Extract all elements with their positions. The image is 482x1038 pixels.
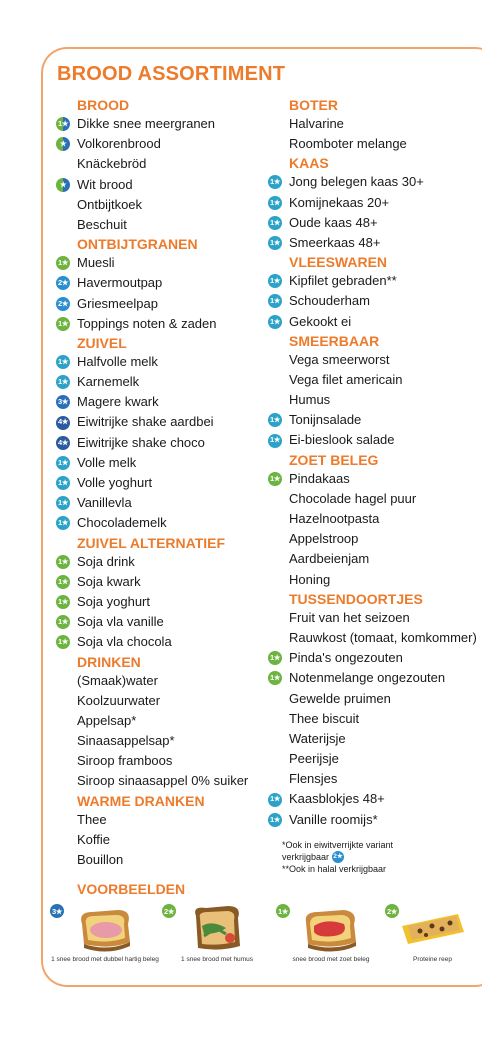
badge-spacer	[268, 373, 282, 387]
example-item	[276, 904, 386, 964]
page-title: BROOD ASSORTIMENT	[57, 63, 286, 85]
star-badge-icon: 1★	[56, 615, 70, 629]
list-item	[56, 632, 248, 652]
list-item	[268, 628, 477, 648]
item-label: Smeerkaas 48+	[289, 234, 381, 250]
item-label: Eiwitrijke shake aardbei	[77, 414, 214, 430]
badge-spacer	[56, 674, 70, 688]
item-label: Flensjes	[289, 771, 338, 787]
section-heading: ZUIVEL	[77, 334, 127, 351]
item-label: Fruit van het seizoen	[289, 609, 410, 625]
badge-spacer	[268, 393, 282, 407]
list-item	[56, 552, 248, 572]
list-item	[56, 572, 248, 592]
example-item	[50, 904, 160, 964]
list-item	[268, 172, 477, 192]
item-label: Muesli	[77, 255, 115, 271]
list-item	[56, 273, 248, 293]
section	[56, 653, 248, 792]
section-heading: DRINKEN	[77, 653, 141, 670]
example-caption: 1 snee brood met humus	[181, 956, 253, 963]
star-badge-icon: 2★	[332, 851, 344, 863]
item-label: Toppings noten & zaden	[77, 315, 217, 331]
star-badge-icon: 1★	[56, 516, 70, 530]
list-item	[56, 513, 248, 533]
list-item	[56, 433, 248, 453]
section	[268, 332, 477, 451]
item-label: Chocolademelk	[77, 515, 167, 531]
item-label: Pinda's ongezouten	[289, 650, 403, 666]
badge-spacer	[268, 611, 282, 625]
example-caption: snee brood met zoet beleg	[292, 956, 370, 963]
footnote-available: verkrijgbaar	[282, 852, 330, 862]
list-item	[268, 729, 477, 749]
badge-spacer	[268, 552, 282, 566]
star-badge-icon: 1★	[268, 315, 282, 329]
item-label: Thee	[77, 811, 107, 827]
item-label: Roomboter melange	[289, 136, 407, 152]
item-label: Jong belegen kaas 30+	[289, 174, 424, 190]
item-label: Appelsap*	[77, 712, 137, 728]
item-label: Koffie	[77, 831, 111, 847]
list-item	[268, 668, 477, 688]
list-item	[268, 469, 477, 489]
list-item	[56, 671, 248, 691]
star-badge-icon: 1★	[56, 496, 70, 510]
star-badge-icon: 1★	[268, 813, 282, 827]
left-column	[56, 96, 248, 870]
item-label: Hazelnootpasta	[289, 511, 380, 526]
item-label: Siroop sinaasappel 0% suiker	[77, 773, 249, 789]
item-label: Komijnekaas 20+	[289, 194, 390, 210]
item-label: Pindakaas	[289, 470, 350, 486]
list-item	[268, 390, 477, 410]
section-heading: ONTBIJTGRANEN	[77, 236, 198, 253]
list-item	[268, 312, 477, 332]
section	[56, 534, 248, 653]
list-item	[268, 233, 477, 253]
badge-spacer	[268, 772, 282, 786]
list-item	[268, 509, 477, 529]
section	[56, 96, 248, 235]
badge-spacer	[268, 353, 282, 367]
list-item	[268, 213, 477, 233]
list-item	[56, 195, 248, 215]
item-label: Bouillon	[77, 852, 124, 867]
list-item	[56, 392, 248, 412]
badge-spacer	[56, 853, 70, 867]
item-label: Halvarine	[289, 116, 344, 131]
item-label: Koolzuurwater	[77, 692, 161, 708]
section	[56, 334, 248, 534]
list-item	[268, 291, 477, 311]
list-item	[268, 810, 477, 830]
item-label: Volle melk	[77, 454, 137, 470]
list-item	[56, 473, 248, 493]
star-badge-icon: ★	[56, 137, 70, 151]
badge-spacer	[56, 813, 70, 827]
list-item	[56, 830, 248, 850]
badge-spacer	[268, 532, 282, 546]
badge-spacer	[268, 752, 282, 766]
item-label: Vega smeerworst	[289, 351, 390, 367]
badge-spacer	[56, 775, 70, 789]
item-label: Volkorenbrood	[77, 136, 161, 152]
item-label: Vanille roomijs*	[289, 811, 378, 827]
list-item	[268, 529, 477, 549]
item-label: Dikke snee meergranen	[77, 116, 216, 131]
list-item	[268, 709, 477, 729]
item-label: Appelstroop	[289, 531, 359, 547]
item-label: Karnemelk	[77, 374, 140, 390]
star-badge-icon: 1★	[268, 413, 282, 427]
star-badge-icon: 1★	[56, 355, 70, 369]
star-badge-icon: 3★	[56, 395, 70, 409]
section	[268, 451, 477, 590]
list-item	[268, 689, 477, 709]
example-item	[385, 904, 480, 964]
badge-spacer	[268, 512, 282, 526]
list-item	[56, 810, 248, 830]
list-item	[56, 453, 248, 473]
item-label: Soja vla chocola	[77, 634, 172, 650]
star-badge-icon: 2★	[162, 904, 176, 918]
list-item	[268, 430, 477, 450]
list-item	[268, 114, 477, 134]
item-label: Vanillevla	[77, 495, 132, 511]
list-item	[268, 489, 477, 509]
star-badge-icon: 2★	[385, 904, 399, 918]
badge-spacer	[56, 734, 70, 748]
section-heading: ZUIVEL ALTERNATIEF	[77, 534, 226, 551]
item-label: Tonijnsalade	[289, 412, 362, 428]
section-heading: SMEERBAAR	[289, 332, 380, 349]
item-label: Honing	[289, 571, 331, 587]
star-badge-icon: 1★	[268, 793, 282, 807]
star-badge-icon: 1★	[56, 635, 70, 649]
item-label: (Smaak)water	[77, 672, 158, 688]
item-label: Thee biscuit	[289, 710, 360, 726]
badge-spacer	[268, 732, 282, 746]
item-label: Beschuit	[77, 216, 127, 232]
badge-spacer	[56, 754, 70, 768]
item-label: Halfvolle melk	[77, 353, 158, 369]
badge-spacer	[268, 712, 282, 726]
section-heading: VLEESWAREN	[289, 254, 388, 271]
list-item	[56, 215, 248, 235]
footnote-protein: *Ook in eiwitverrijkte variant	[282, 840, 394, 850]
item-label: Havermoutpap	[77, 275, 163, 291]
right-column	[268, 96, 477, 830]
item-label: Eiwitrijke shake choco	[77, 434, 205, 450]
list-item	[268, 350, 477, 370]
list-item	[268, 549, 477, 569]
list-item	[268, 370, 477, 390]
item-label: Sinaasappelsap*	[77, 733, 175, 749]
protein-bar-icon	[398, 904, 468, 954]
bread-humus-icon	[182, 904, 252, 954]
list-item	[268, 789, 477, 809]
badge-spacer	[268, 631, 282, 645]
list-item	[268, 769, 477, 789]
item-label: Peerijsje	[289, 751, 339, 767]
star-badge-icon: 4★	[56, 416, 70, 430]
item-label: Kaasblokjes 48+	[289, 791, 385, 807]
list-item	[56, 134, 248, 154]
star-badge-icon: 1★	[268, 651, 282, 665]
section	[268, 253, 477, 332]
item-label: Rauwkost (tomaat, komkommer)	[289, 629, 477, 645]
example-caption: 1 snee brood met dubbel hartig beleg	[51, 956, 159, 963]
badge-spacer	[56, 833, 70, 847]
item-label: Soja vla vanille	[77, 614, 164, 630]
section	[268, 590, 477, 830]
footnotes	[282, 839, 393, 875]
section-heading: KAAS	[289, 155, 329, 172]
section	[268, 96, 477, 154]
star-badge-icon: 1★	[56, 456, 70, 470]
item-label: Oude kaas 48+	[289, 214, 378, 230]
star-badge-icon: 1★	[268, 274, 282, 288]
item-label: Gekookt ei	[289, 313, 352, 329]
star-badge-icon: 1★	[268, 175, 282, 189]
item-label: Siroop framboos	[77, 753, 173, 769]
star-badge-icon: 1★	[56, 256, 70, 270]
item-label: Soja kwark	[77, 573, 141, 589]
list-item	[56, 175, 248, 195]
list-item	[56, 154, 248, 174]
item-label: Schouderham	[289, 293, 370, 309]
badge-spacer	[268, 492, 282, 506]
badge-spacer	[268, 137, 282, 151]
list-item	[56, 253, 248, 273]
list-item	[56, 412, 248, 432]
section-heading: WARME DRANKEN	[77, 792, 205, 809]
star-badge-icon: 1★	[268, 434, 282, 448]
badge-spacer	[56, 198, 70, 212]
list-item	[56, 493, 248, 513]
list-item	[268, 608, 477, 628]
badge-spacer	[268, 573, 282, 587]
bread-jam-icon	[296, 904, 366, 954]
list-item	[56, 751, 248, 771]
list-item	[56, 771, 248, 791]
badge-spacer	[56, 157, 70, 171]
item-label: Soja drink	[77, 553, 135, 569]
item-label: Humus	[289, 392, 331, 408]
list-item	[56, 711, 248, 731]
star-badge-icon: 1★	[276, 904, 290, 918]
section	[268, 154, 477, 253]
section-heading: ZOET BELEG	[289, 451, 379, 468]
badge-spacer	[56, 218, 70, 232]
star-badge-icon: 1★	[268, 236, 282, 250]
list-item	[56, 114, 248, 134]
example-item	[162, 904, 272, 964]
star-badge-icon: 3★	[50, 904, 64, 918]
item-label: Waterijsje	[289, 730, 346, 746]
section-heading: TUSSENDOORTJES	[289, 590, 423, 607]
star-badge-icon: 1★	[56, 317, 70, 331]
star-badge-icon: 1★	[268, 472, 282, 486]
badge-spacer	[56, 714, 70, 728]
item-label: Soja yoghurt	[77, 593, 150, 609]
list-item	[268, 648, 477, 668]
list-item	[268, 410, 477, 430]
item-label: Magere kwark	[77, 394, 159, 410]
footnote-halal: **Ook in halal verkrijgbaar	[282, 864, 387, 874]
item-label: Knäckebröd	[77, 156, 147, 172]
list-item	[56, 294, 248, 314]
list-item	[56, 612, 248, 632]
bread-ham-icon	[70, 904, 140, 954]
list-item	[268, 134, 477, 154]
item-label: Vega filet americain	[289, 371, 403, 387]
star-badge-icon: 1★	[268, 294, 282, 308]
star-badge-icon: 2★	[56, 276, 70, 290]
star-badge-icon: 1★	[56, 575, 70, 589]
star-badge-icon: 1★	[56, 595, 70, 609]
list-item	[268, 271, 477, 291]
badge-spacer	[56, 694, 70, 708]
badge-spacer	[268, 117, 282, 131]
badge-spacer	[268, 692, 282, 706]
list-item	[56, 592, 248, 612]
star-badge-icon: 1★	[56, 476, 70, 490]
star-badge-icon: 1★	[268, 216, 282, 230]
star-badge-icon: 1★	[56, 555, 70, 569]
examples-heading: VOORBEELDEN	[77, 881, 186, 897]
list-item	[56, 372, 248, 392]
item-label: Ei-bieslook salade	[289, 432, 395, 448]
star-badge-icon: 2★	[56, 297, 70, 311]
item-label: Kipfilet gebraden**	[289, 273, 397, 289]
star-badge-icon: 4★	[56, 436, 70, 450]
section-heading: BOTER	[289, 97, 338, 113]
item-label: Ontbijtkoek	[77, 196, 143, 212]
item-label: Volle yoghurt	[77, 475, 153, 490]
item-label: Wit brood	[77, 176, 133, 192]
list-item	[268, 570, 477, 590]
list-item	[56, 352, 248, 372]
item-label: Aardbeienjam	[289, 551, 370, 567]
list-item	[56, 691, 248, 711]
star-badge-icon: 1★	[56, 117, 70, 131]
item-label: Chocolade hagel puur	[289, 490, 417, 506]
item-label: Griesmeelpap	[77, 295, 158, 311]
section	[56, 792, 248, 871]
example-caption: Proteine reep	[412, 956, 453, 963]
item-label: Gewelde pruimen	[289, 690, 391, 706]
item-label: Notenmelange ongezouten	[289, 670, 446, 686]
star-badge-icon: 1★	[268, 196, 282, 210]
list-item	[56, 314, 248, 334]
section	[56, 235, 248, 334]
star-badge-icon: 1★	[268, 671, 282, 685]
list-item	[268, 749, 477, 769]
star-badge-icon: ★	[56, 178, 70, 192]
section-heading: BROOD	[77, 97, 130, 113]
list-item	[56, 731, 248, 751]
list-item	[56, 850, 248, 870]
star-badge-icon: 1★	[56, 375, 70, 389]
list-item	[268, 193, 477, 213]
